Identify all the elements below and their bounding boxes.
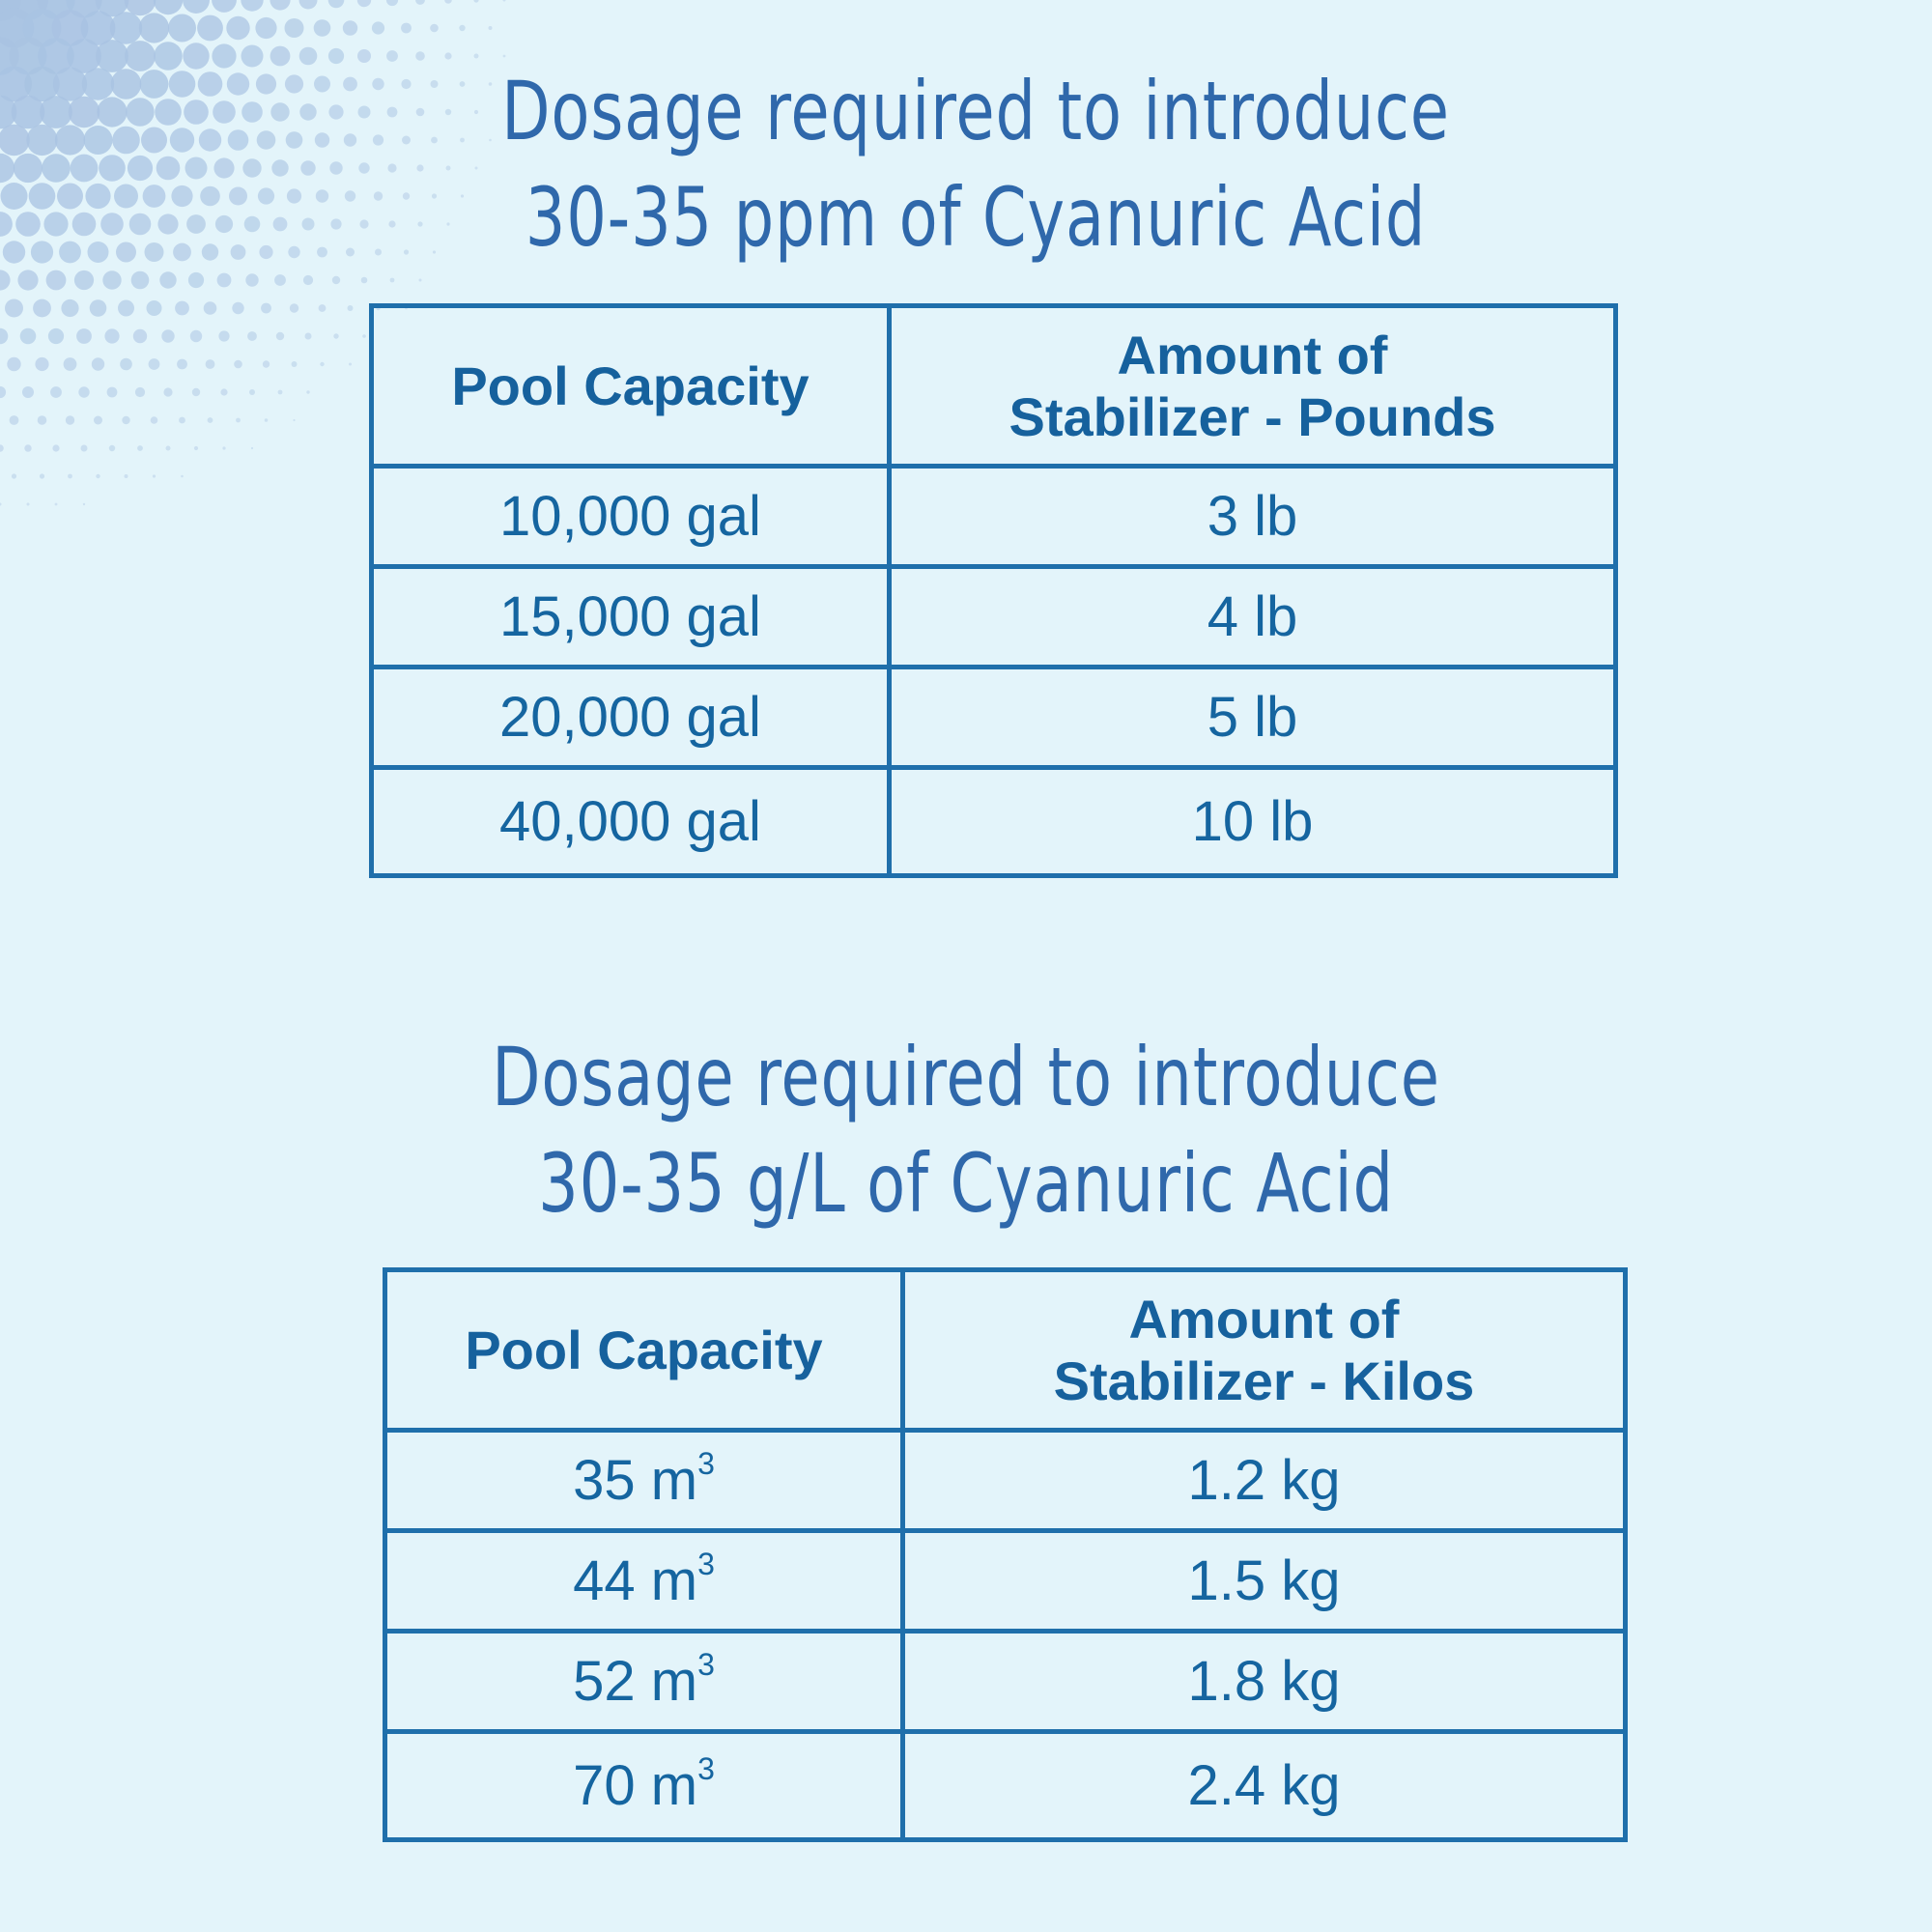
decorative-dot	[430, 24, 439, 33]
decorative-dot	[245, 273, 258, 286]
decorative-dot	[135, 387, 145, 397]
decorative-dot	[357, 0, 371, 7]
decorative-dot	[83, 503, 85, 505]
decorative-dot	[314, 19, 331, 37]
decorative-dot	[0, 125, 30, 156]
decorative-dot	[226, 16, 249, 40]
decorative-dot	[69, 97, 100, 128]
decorative-dot	[0, 386, 6, 398]
decorative-dot	[192, 388, 200, 396]
decorative-dot	[133, 329, 147, 343]
table-row	[372, 567, 1616, 668]
decorative-dot	[175, 301, 189, 316]
decorative-dot	[208, 417, 213, 423]
decorative-dot	[139, 13, 169, 43]
decorative-dot	[333, 333, 338, 338]
header-line-1: Amount of	[1117, 324, 1388, 385]
section-1-title	[222, 58, 1729, 270]
pool-capacity-cell: 15,000 gal	[372, 567, 890, 668]
kilos-dosage-table	[383, 1267, 1628, 1842]
decorative-dot	[43, 212, 68, 236]
decorative-dot	[390, 278, 395, 283]
decorative-dot	[199, 128, 221, 151]
decorative-dot	[0, 212, 13, 237]
section-1-title-line-1: Dosage required to introduce	[501, 64, 1450, 158]
decorative-dot	[217, 273, 232, 288]
decorative-dot	[190, 330, 202, 342]
pool-capacity-cell: 10,000 gal	[372, 467, 890, 567]
decorative-dot	[120, 358, 132, 371]
decorative-dot	[168, 14, 196, 43]
decorative-dot	[96, 40, 128, 72]
table-row	[385, 1531, 1626, 1632]
decorative-dot	[149, 358, 160, 370]
decorative-dot	[107, 387, 118, 398]
decorative-dot	[129, 213, 152, 236]
decorative-dot	[169, 71, 196, 98]
decorative-dot	[232, 302, 243, 314]
decorative-dot	[153, 474, 156, 477]
decorative-dot	[78, 386, 89, 397]
decorative-dot	[270, 0, 290, 11]
pool-capacity-cell: 20,000 gal	[372, 668, 890, 768]
decorative-dot	[348, 305, 354, 311]
cubic-exponent: 3	[697, 1751, 715, 1786]
decorative-dot	[320, 362, 324, 366]
decorative-dot	[38, 415, 47, 425]
decorative-dot	[57, 184, 83, 210]
decorative-dot	[100, 213, 124, 236]
decorative-dot	[84, 126, 113, 155]
decorative-dot	[183, 0, 210, 14]
decorative-dot	[204, 301, 217, 315]
decorative-dot	[102, 270, 121, 289]
stabilizer-amount-cell: 3 lb	[890, 467, 1616, 567]
decorative-dot	[26, 125, 57, 156]
decorative-dot	[96, 474, 99, 478]
pool-capacity-cell	[385, 1431, 903, 1531]
decorative-dot	[116, 242, 136, 263]
decorative-dot	[255, 17, 276, 39]
decorative-dot	[20, 328, 37, 345]
decorative-dot	[147, 300, 162, 316]
decorative-dot	[299, 0, 318, 10]
cubic-exponent: 3	[697, 1647, 715, 1682]
table-row	[372, 668, 1616, 768]
decorative-dot	[236, 418, 241, 423]
decorative-dot	[386, 0, 398, 6]
section-1-title-line-2: 30-35 ppm of Cyanuric Acid	[525, 170, 1427, 265]
decorative-dot	[99, 155, 126, 182]
pool-capacity-cell	[385, 1531, 903, 1632]
decorative-dot	[212, 0, 237, 13]
decorative-dot	[0, 154, 14, 183]
decorative-dot	[110, 12, 142, 43]
capacity-value: 52 m	[573, 1650, 698, 1713]
decorative-dot	[459, 25, 465, 31]
decorative-dot	[17, 270, 38, 290]
decorative-dot	[131, 271, 150, 290]
cubic-exponent: 3	[697, 1547, 715, 1581]
decorative-dot	[163, 387, 172, 396]
decorative-dot	[328, 0, 345, 8]
stabilizer-amount-cell: 4 lb	[890, 567, 1616, 668]
capacity-value: 44 m	[573, 1549, 698, 1612]
decorative-dot	[206, 359, 215, 369]
decorative-dot	[290, 303, 298, 312]
decorative-dot	[303, 275, 313, 285]
decorative-dot	[82, 68, 114, 99]
decorative-dot	[198, 71, 223, 97]
decorative-dot	[247, 331, 257, 341]
decorative-dot	[35, 357, 48, 371]
decorative-dot	[415, 0, 425, 5]
decorative-dot	[194, 446, 198, 450]
decorative-dot	[218, 330, 229, 341]
decorative-dot	[173, 243, 191, 262]
decorative-dot	[74, 270, 94, 290]
decorative-dot	[361, 277, 368, 284]
capacity-value: 35 m	[573, 1449, 698, 1512]
decorative-dot	[197, 15, 223, 42]
decorative-dot	[292, 361, 298, 367]
decorative-dot	[332, 276, 340, 284]
decorative-dot	[0, 270, 11, 290]
decorative-dot	[85, 184, 110, 209]
decorative-dot	[143, 185, 166, 208]
decorative-dot	[276, 332, 284, 340]
decorative-dot	[27, 503, 30, 506]
decorative-dot	[489, 26, 493, 30]
decorative-dot	[265, 418, 269, 422]
pool-capacity-header: Pool Capacity	[385, 1270, 903, 1431]
decorative-dot	[177, 359, 187, 370]
decorative-dot	[349, 363, 352, 366]
decorative-dot	[128, 156, 153, 181]
decorative-dot	[40, 473, 44, 478]
decorative-dot	[444, 0, 452, 4]
decorative-dot	[137, 445, 143, 451]
decorative-dot	[154, 42, 183, 71]
decorative-dot	[72, 213, 97, 237]
decorative-dot	[170, 128, 194, 152]
stabilizer-amount-cell: 2.4 kg	[903, 1732, 1626, 1840]
stabilizer-amount-cell: 1.5 kg	[903, 1531, 1626, 1632]
decorative-dot	[186, 214, 206, 234]
table-row	[385, 1732, 1626, 1840]
section-2-title-line-2: 30-35 g/L of Cyanuric Acid	[538, 1136, 1394, 1231]
cubic-exponent: 3	[697, 1446, 715, 1481]
decorative-dot	[88, 242, 109, 263]
decorative-dot	[66, 415, 74, 424]
capacity-value: 70 m	[573, 1754, 698, 1817]
decorative-dot	[343, 20, 357, 35]
decorative-dot	[319, 304, 327, 312]
decorative-dot	[126, 98, 154, 126]
decorative-dot	[0, 444, 4, 452]
decorative-dot	[55, 125, 85, 155]
decorative-dot	[114, 185, 138, 209]
decorative-dot	[61, 299, 78, 317]
decorative-dot	[155, 99, 182, 126]
decorative-dot	[22, 386, 34, 398]
pounds-dosage-table	[369, 303, 1618, 878]
decorative-dot	[71, 155, 99, 183]
decorative-dot	[46, 270, 67, 291]
decorative-dot	[285, 18, 304, 38]
decorative-dot	[68, 474, 72, 479]
decorative-dot	[166, 446, 171, 451]
table-row	[372, 768, 1616, 876]
decorative-dot	[154, 0, 183, 14]
stabilizer-kilos-header	[903, 1270, 1626, 1431]
decorative-dot	[263, 360, 270, 367]
table-header-row	[385, 1270, 1626, 1431]
decorative-dot	[118, 300, 134, 317]
decorative-dot	[15, 212, 41, 237]
decorative-dot	[40, 96, 72, 128]
decorative-dot	[33, 299, 51, 318]
decorative-dot	[202, 243, 218, 260]
decorative-dot	[305, 333, 312, 340]
decorative-dot	[24, 444, 31, 451]
decorative-dot	[274, 274, 286, 286]
decorative-dot	[55, 503, 58, 506]
decorative-dot	[112, 127, 140, 155]
decorative-dot	[220, 388, 227, 395]
decorative-dot	[306, 390, 309, 393]
decorative-dot	[151, 416, 158, 424]
decorative-dot	[473, 0, 478, 3]
decorative-dot	[251, 447, 253, 449]
decorative-dot	[94, 416, 102, 425]
section-2-title-line-1: Dosage required to introduce	[492, 1030, 1440, 1124]
decorative-dot	[222, 446, 225, 449]
stabilizer-amount-cell: 5 lb	[890, 668, 1616, 768]
decorative-dot	[125, 41, 156, 71]
stabilizer-amount-cell: 1.2 kg	[903, 1431, 1626, 1531]
decorative-dot	[261, 303, 271, 314]
decorative-dot	[59, 242, 81, 264]
stabilizer-amount-cell: 10 lb	[890, 768, 1616, 876]
decorative-dot	[157, 213, 178, 234]
decorative-dot	[92, 357, 104, 370]
decorative-dot	[52, 444, 59, 451]
decorative-dot	[0, 328, 8, 345]
decorative-dot	[76, 328, 92, 344]
table-header-row	[372, 306, 1616, 467]
stabilizer-amount-cell: 1.8 kg	[903, 1632, 1626, 1732]
decorative-dot	[171, 185, 192, 207]
decorative-dot	[29, 183, 56, 210]
decorative-dot	[372, 21, 384, 34]
decorative-dot	[122, 416, 129, 424]
header-line-1: Amount of	[1128, 1288, 1400, 1350]
pool-capacity-cell	[385, 1632, 903, 1732]
decorative-dot	[42, 154, 71, 183]
decorative-dot	[159, 271, 176, 288]
table-row	[385, 1632, 1626, 1732]
decorative-dot	[161, 329, 174, 342]
pool-capacity-cell	[385, 1732, 903, 1840]
decorative-dot	[31, 241, 53, 263]
decorative-dot	[7, 357, 20, 371]
decorative-dot	[293, 419, 295, 421]
decorative-dot	[401, 23, 412, 34]
decorative-dot	[185, 157, 208, 180]
decorative-dot	[111, 69, 142, 99]
decorative-dot	[200, 186, 220, 207]
decorative-dot	[362, 334, 366, 338]
decorative-dot	[109, 445, 115, 451]
decorative-dot	[503, 55, 506, 58]
decorative-dot	[188, 272, 204, 288]
decorative-dot	[90, 299, 107, 317]
decorative-dot	[0, 503, 2, 506]
decorative-dot	[241, 0, 263, 12]
decorative-dot	[48, 328, 64, 344]
decorative-dot	[12, 473, 16, 478]
decorative-dot	[419, 279, 422, 282]
decorative-dot	[249, 389, 255, 395]
decorative-dot	[234, 360, 242, 369]
decorative-dot	[181, 475, 184, 478]
stabilizer-pounds-header	[890, 306, 1616, 467]
decorative-dot	[64, 357, 77, 371]
decorative-dot	[179, 417, 185, 424]
decorative-dot	[156, 156, 181, 181]
decorative-dot	[104, 328, 119, 343]
decorative-dot	[278, 390, 283, 395]
pool-capacity-header: Pool Capacity	[372, 306, 890, 467]
decorative-dot	[10, 415, 19, 425]
table-row	[385, 1431, 1626, 1531]
decorative-dot	[140, 70, 169, 99]
decorative-dot	[503, 0, 506, 2]
decorative-dot	[141, 128, 167, 154]
decorative-dot	[14, 154, 43, 183]
decorative-dot	[5, 299, 23, 318]
section-2-title	[213, 1024, 1719, 1236]
header-line-2: Stabilizer - Kilos	[1053, 1350, 1475, 1411]
decorative-dot	[3, 241, 25, 263]
decorative-dot	[81, 445, 88, 452]
decorative-dot	[50, 386, 62, 398]
pool-capacity-cell: 40,000 gal	[372, 768, 890, 876]
decorative-dot	[184, 99, 209, 125]
decorative-dot	[145, 242, 164, 262]
header-line-2: Stabilizer - Pounds	[1009, 385, 1496, 447]
table-row	[372, 467, 1616, 567]
decorative-dot	[183, 43, 209, 69]
decorative-dot	[125, 474, 128, 478]
decorative-dot	[97, 97, 127, 127]
decorative-dot	[1, 183, 28, 210]
